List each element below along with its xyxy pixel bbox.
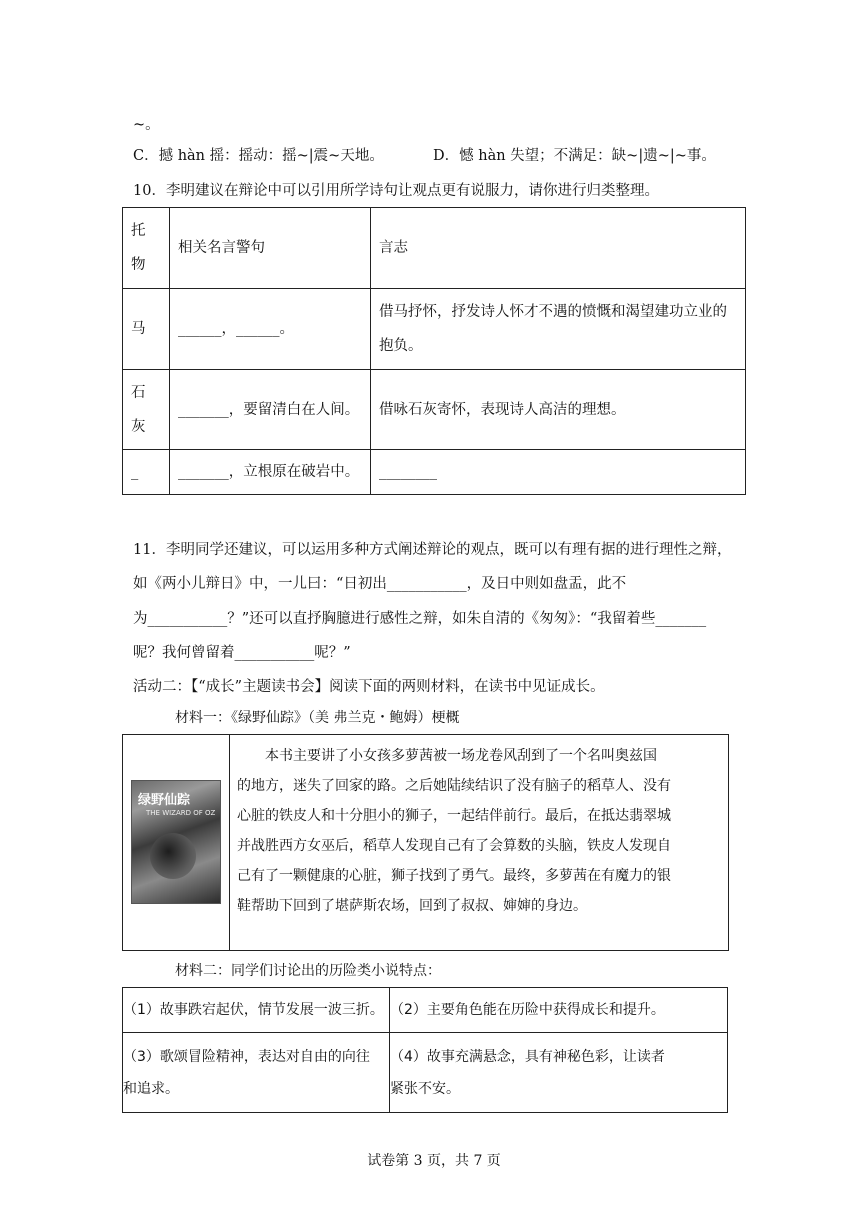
summary-line: 鞋帮助下回到了堪萨斯农场，回到了叔叔、婶婶的身边。 (237, 898, 587, 914)
summary-line: 心脏的铁皮人和十分胆小的狮子，一起结伴前行。最后，在抵达翡翠城 (237, 808, 671, 824)
feature-1: （1）故事跌宕起伏，情节发展一波三折。 (123, 1002, 384, 1018)
continuation-text: ~。 (133, 117, 160, 133)
header-object: 托物 (131, 223, 146, 273)
question-11-line-3: 为___________？”还可以直抒胸臆进行感性之辩，如朱自清的《匆匆》：“我留着些_______ (133, 611, 707, 627)
feature-4-cont: 紧张不安。 (390, 1080, 460, 1097)
option-c: C．撼 hàn 摇：摇动：摇~|震~天地。 (133, 148, 384, 164)
table-row (123, 370, 746, 450)
feature-2: （2）主要角色能在历险中获得成长和提升。 (390, 1002, 665, 1018)
option-d: D．憾 hàn 失望；不满足：缺~|遗~|~事。 (433, 148, 716, 164)
book-cover-subtitle: THE WIZARD OF OZ (146, 809, 216, 817)
material-one-summary (237, 741, 721, 921)
feature-3: （3）歌颂冒险精神，表达对自由的向往 (123, 1048, 370, 1065)
activity-two-heading: 活动二：【“成长”主题读书会】阅读下面的两则材料，在读书中见证成长。 (133, 679, 605, 695)
row-aspiration-blank: ________ (379, 464, 437, 480)
header-aspiration: 言志 (379, 240, 408, 256)
table-row (123, 1033, 728, 1113)
material-one-divider (229, 735, 230, 950)
table-row (123, 988, 728, 1033)
summary-line: 本书主要讲了小女孩多萝茜被一场龙卷风刮到了一个名叫奥兹国 (265, 748, 657, 764)
row-object: 马 (131, 321, 146, 337)
summary-line: 的地方，迷失了回家的路。之后她陆续结识了没有脑子的稻草人、没有 (237, 778, 671, 794)
material-one-box (122, 734, 729, 951)
question-11-line-4: 呢？我何曾留着___________呢？” (133, 645, 351, 661)
header-quote: 相关名言警句 (178, 240, 265, 256)
row-quote-blank: ______，______。 (178, 321, 294, 337)
feature-3-cont: 和追求。 (123, 1080, 179, 1097)
table-header-row (123, 208, 746, 289)
adventure-features-table (122, 987, 728, 1113)
row-aspiration: 借马抒怀，抒发诗人怀才不遇的愤慨和渴望建功立业的抱负。 (379, 304, 727, 354)
row-object-blank: _ (131, 464, 139, 480)
feature-4: （4）故事充满悬念，具有神秘色彩，让读者 (390, 1048, 665, 1065)
summary-line: 己有了一颗健康的心脏，狮子找到了勇气。最终，多萝茜在有魔力的银 (237, 868, 671, 884)
page-footer: 试卷第 3 页，共 7 页 (367, 1153, 501, 1169)
book-cover-title: 绿野仙踪 (138, 793, 191, 808)
row-object: 石灰 (131, 384, 146, 435)
poetry-classification-table (122, 207, 746, 495)
table-row (123, 450, 746, 495)
material-one-title: 材料一：《绿野仙踪》（美 弗兰克・鲍姆）梗概 (175, 710, 460, 726)
summary-line: 并战胜西方女巫后，稻草人发现自己有了会算数的头脑，铁皮人发现自 (237, 838, 671, 854)
book-cover-image (131, 780, 221, 904)
row-quote-blank: _______，要留清白在人间。 (178, 401, 360, 418)
row-aspiration: 借咏石灰寄怀，表现诗人高洁的理想。 (379, 401, 626, 418)
lion-illustration-icon (150, 833, 196, 879)
row-quote-blank: _______，立根原在破岩中。 (178, 464, 360, 480)
table-row (123, 289, 746, 370)
material-two-title: 材料二：同学们讨论出的历险类小说特点： (175, 963, 441, 979)
question-10-stem: 10．李明建议在辩论中可以引用所学诗句让观点更有说服力，请你进行归类整理。 (133, 183, 659, 199)
question-11-line-1: 11．李明同学还建议，可以运用多种方式阐述辩论的观点，既可以有理有据的进行理性之辩， (133, 542, 732, 558)
question-11-line-2: 如《两小儿辩日》中，一儿曰：“日初出___________，及日中则如盘盂，此不 (133, 576, 627, 592)
